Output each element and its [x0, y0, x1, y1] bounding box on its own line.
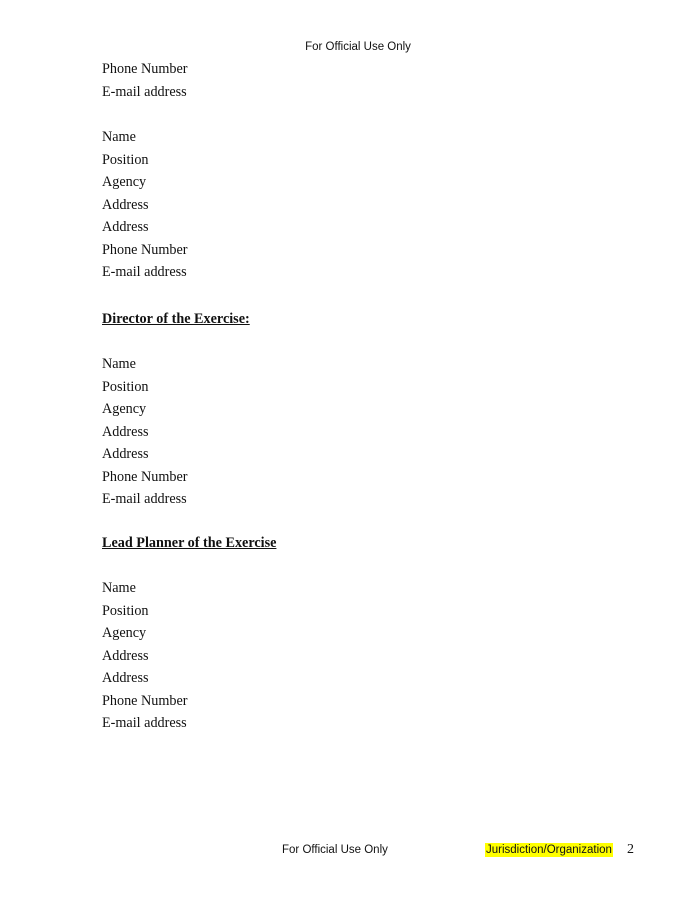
field-label: Phone Number: [102, 241, 188, 258]
field-label: Phone Number: [102, 692, 188, 709]
section-heading: Lead Planner of the Exercise: [102, 535, 277, 551]
field-label: Address: [102, 219, 149, 235]
field-label: Address: [102, 196, 149, 213]
page-number: 2: [627, 842, 634, 857]
field-label: E-mail address: [102, 491, 187, 507]
field-label: Position: [102, 378, 149, 395]
contact-block-top: [102, 58, 188, 103]
field-label: Position: [102, 151, 149, 168]
footer-jurisdiction: Jurisdiction/Organization: [486, 844, 612, 856]
field-label: Address: [102, 670, 149, 686]
field-label: Name: [102, 580, 136, 596]
field-label: E-mail address: [102, 264, 187, 280]
field-label: Agency: [102, 401, 147, 417]
field-label: Address: [102, 423, 149, 440]
field-label: Address: [102, 647, 149, 664]
field-label: Agency: [102, 174, 147, 190]
page-header: For Official Use Only: [305, 41, 411, 53]
lead-planner-section: [102, 532, 276, 735]
director-section: [102, 308, 250, 511]
field-label: Name: [102, 356, 136, 372]
field-label: E-mail address: [102, 83, 187, 100]
field-label: Phone Number: [102, 468, 188, 485]
footer-classification: For Official Use Only: [282, 844, 388, 856]
field-label: Address: [102, 446, 149, 462]
contact-block-2: [102, 126, 188, 284]
section-heading: Director of the Exercise:: [102, 311, 250, 327]
field-label: Agency: [102, 625, 147, 641]
field-label: Name: [102, 129, 136, 145]
field-label: Phone Number: [102, 61, 188, 77]
field-label: E-mail address: [102, 715, 187, 731]
field-label: Position: [102, 602, 149, 619]
